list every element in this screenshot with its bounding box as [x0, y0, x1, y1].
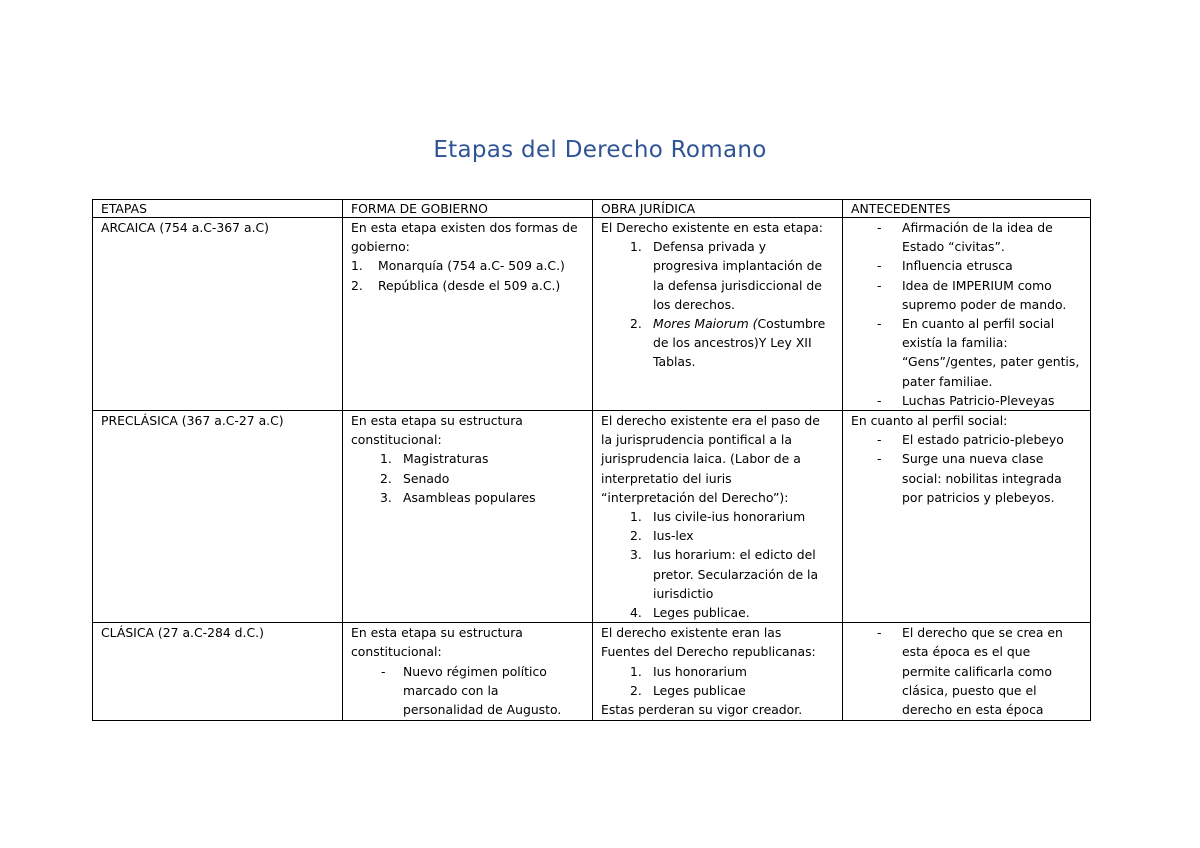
dash-marker: - — [877, 625, 882, 641]
etapa-label: CLÁSICA (27 a.C-284 d.C.) — [101, 625, 264, 641]
list-item — [851, 276, 1085, 314]
list-number: 1. — [351, 258, 363, 274]
dash-marker: - — [381, 663, 386, 679]
antecedentes-cell — [843, 411, 1091, 623]
dash-marker: - — [877, 316, 882, 332]
list-text: Afirmación de la idea de — [902, 220, 1053, 235]
outro-line: Estas perderan su vigor creador. — [601, 702, 803, 718]
list-text: Costumbre — [757, 316, 826, 332]
list-item — [351, 488, 587, 507]
numbered-list — [601, 237, 837, 371]
list-number: 2. — [351, 277, 363, 293]
list-item — [601, 507, 837, 526]
list-text: Estado “civitas”. — [902, 239, 1005, 255]
list-item — [851, 391, 1085, 410]
stages-table — [92, 199, 1091, 721]
list-text: derecho en esta época — [902, 702, 1044, 718]
obra-cell — [593, 623, 843, 721]
list-text: por patricios y plebeyos. — [902, 489, 1055, 505]
list-text: Idea de IMPERIUM como — [902, 277, 1052, 293]
list-number: 3. — [380, 489, 392, 505]
list-item — [851, 314, 1085, 391]
list-text: En cuanto al perfil social — [902, 316, 1055, 332]
intro-line: gobierno: — [351, 239, 410, 255]
intro-line: El derecho existente era el paso de — [601, 413, 820, 429]
list-item — [351, 276, 587, 295]
list-text: supremo poder de mando. — [902, 296, 1067, 312]
etapa-label: PRECLÁSICA (367 a.C-27 a.C) — [101, 413, 284, 429]
list-text-line — [653, 314, 837, 333]
list-text: Senado — [403, 470, 450, 486]
list-item — [851, 218, 1085, 256]
dash-list — [351, 662, 587, 720]
list-item — [601, 681, 837, 700]
dash-marker: - — [877, 258, 882, 274]
antecedentes-cell — [843, 218, 1091, 411]
list-item — [601, 237, 837, 314]
intro-line: En esta etapa su estructura — [351, 625, 523, 641]
list-text: Ius civile-ius honorarium — [653, 509, 806, 525]
table-row-preclasica — [93, 411, 1091, 623]
numbered-list — [351, 256, 587, 294]
intro-line: En cuanto al perfil social: — [851, 413, 1008, 429]
list-item — [851, 623, 1085, 719]
list-text: social: nobilitas integrada — [902, 470, 1062, 486]
intro-line: la jurisprudencia pontifical a la — [601, 432, 792, 448]
gobierno-cell — [343, 218, 593, 411]
header-etapas: ETAPAS — [93, 200, 343, 218]
gobierno-cell — [343, 623, 593, 721]
list-number: 3. — [630, 547, 642, 563]
list-text: Ius honorarium — [653, 663, 747, 679]
intro-line: El Derecho existente en esta etapa: — [601, 220, 823, 235]
list-item — [601, 662, 837, 681]
list-number: 4. — [630, 605, 642, 621]
list-text: Defensa privada y — [653, 239, 767, 255]
dash-list — [851, 430, 1085, 507]
list-text: la defensa jurisdiccional de — [653, 277, 822, 293]
etapa-label: ARCAICA (754 a.C-367 a.C) — [101, 220, 269, 235]
numbered-list — [601, 662, 837, 700]
table-row-arcaica — [93, 218, 1091, 411]
list-number: 1. — [630, 509, 642, 525]
list-text: Influencia etrusca — [902, 258, 1013, 274]
list-text: pater familiae. — [902, 373, 993, 389]
list-text: Luchas Patricio-Pleveyas — [902, 392, 1055, 408]
list-item — [601, 603, 837, 622]
list-text: El derecho que se crea en — [902, 625, 1063, 641]
list-item — [601, 314, 837, 372]
etapa-cell — [93, 411, 343, 623]
list-item — [351, 449, 587, 468]
list-number: 1. — [380, 451, 392, 467]
dash-list — [851, 218, 1085, 410]
intro-line: constitucional: — [351, 644, 442, 660]
table-row-clasica — [93, 623, 1091, 721]
intro-line: jurisprudencia laica. (Labor de a — [601, 451, 801, 467]
dash-marker: - — [877, 451, 882, 467]
list-text: Tablas. — [653, 354, 696, 370]
list-number: 2. — [380, 470, 392, 486]
list-number: 1. — [630, 663, 642, 679]
header-obra-juridica: OBRA JURÍDICA — [593, 200, 843, 218]
gobierno-cell — [343, 411, 593, 623]
intro-line: constitucional: — [351, 432, 442, 448]
list-text: Asambleas populares — [403, 489, 536, 505]
list-number: 2. — [630, 682, 642, 698]
dash-marker: - — [877, 277, 882, 293]
intro-line: En esta etapa existen dos formas de — [351, 220, 578, 235]
list-item — [851, 430, 1085, 449]
list-text: Ius-lex — [653, 528, 694, 544]
list-text: Leges publicae — [653, 682, 746, 698]
list-item — [351, 662, 587, 720]
table-header-row — [93, 200, 1091, 218]
list-text: los derechos. — [653, 296, 735, 312]
list-item — [851, 256, 1085, 275]
list-text: El estado patricio-plebeyo — [902, 432, 1064, 448]
list-text: Ius horarium: el edicto del — [653, 547, 816, 563]
dash-marker: - — [877, 220, 882, 235]
italic-term: Mores Maiorum ( — [653, 316, 758, 332]
list-text: de los ancestros)Y Ley XII — [653, 335, 812, 351]
list-text: progresiva implantación de — [653, 258, 823, 274]
list-text: República (desde el 509 a.C.) — [378, 277, 561, 293]
obra-cell — [593, 218, 843, 411]
numbered-list — [351, 449, 587, 507]
header-forma-de-gobierno: FORMA DE GOBIERNO — [343, 200, 593, 218]
etapa-cell — [93, 623, 343, 721]
list-item — [351, 469, 587, 488]
intro-line: Fuentes del Derecho republicanas: — [601, 644, 816, 660]
list-text: existía la familia: — [902, 335, 1008, 351]
numbered-list — [601, 507, 837, 622]
list-text: personalidad de Augusto. — [403, 702, 562, 718]
list-number: 2. — [630, 316, 642, 332]
list-text: Leges publicae. — [653, 605, 750, 621]
header-antecedentes: ANTECEDENTES — [843, 200, 1091, 218]
list-text: pretor. Secularzación de la — [653, 566, 819, 582]
list-text: esta época es el que — [902, 644, 1031, 660]
list-number: 2. — [630, 528, 642, 544]
list-text: permite calificarla como — [902, 663, 1052, 679]
list-text: Monarquía (754 a.C- 509 a.C.) — [378, 258, 565, 274]
list-item — [601, 545, 837, 603]
obra-cell — [593, 411, 843, 623]
list-text: “Gens”/gentes, pater gentis, — [902, 354, 1080, 370]
list-item — [601, 526, 837, 545]
list-item — [351, 256, 587, 275]
dash-list — [851, 623, 1085, 719]
list-text: Magistraturas — [403, 451, 489, 467]
intro-line: “interpretación del Derecho”): — [601, 489, 789, 505]
antecedentes-cell — [843, 623, 1091, 721]
list-text: Nuevo régimen político — [403, 663, 547, 679]
list-text: iurisdictio — [653, 585, 714, 601]
list-text: marcado con la — [403, 682, 499, 698]
intro-line: En esta etapa su estructura — [351, 413, 523, 429]
dash-marker: - — [877, 392, 882, 408]
list-item — [851, 449, 1085, 507]
list-text: clásica, puesto que el — [902, 682, 1037, 698]
intro-line: El derecho existente eran las — [601, 625, 782, 641]
intro-line: interpretatio del iuris — [601, 470, 732, 486]
dash-marker: - — [877, 432, 882, 448]
etapa-cell — [93, 218, 343, 411]
page-title: Etapas del Derecho Romano — [433, 137, 767, 163]
list-text: Surge una nueva clase — [902, 451, 1044, 467]
list-number: 1. — [630, 239, 642, 255]
